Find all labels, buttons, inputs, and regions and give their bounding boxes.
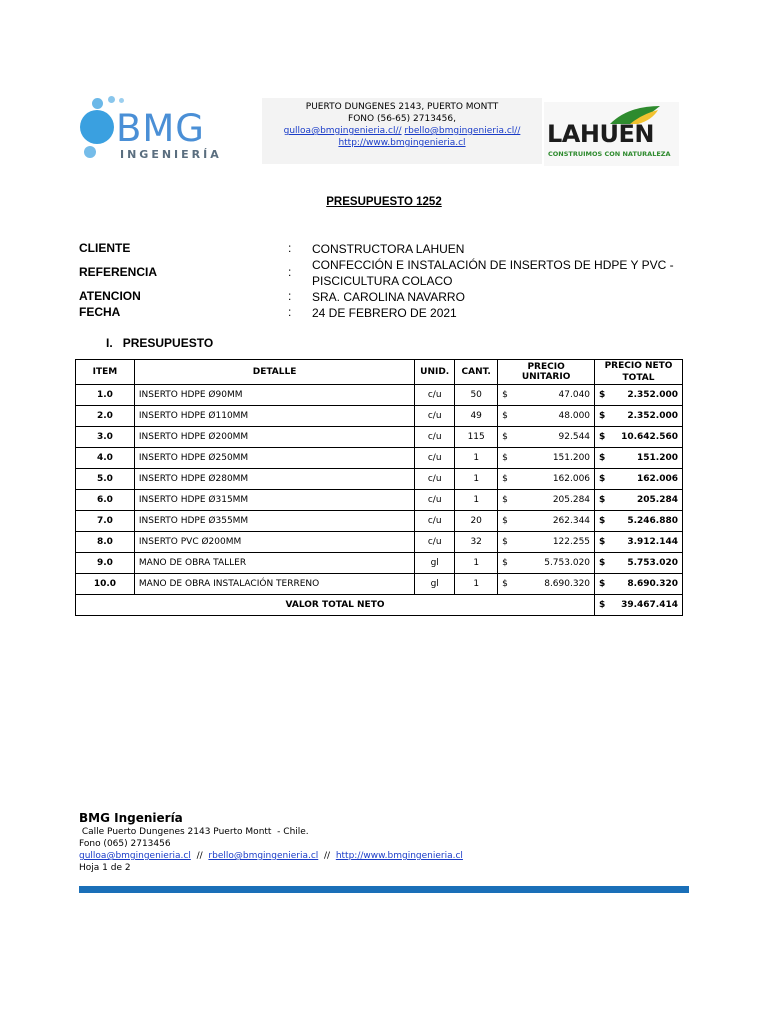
logo-dot-small (108, 96, 115, 103)
cell-detalle: INSERTO HDPE Ø280MM (134, 469, 414, 490)
header-precio-neto-line1: PRECIO NETO (604, 361, 673, 371)
cell-unid: c/u (415, 490, 455, 511)
cell-unid: c/u (415, 532, 455, 553)
header-precio-neto (595, 360, 683, 385)
logo-dot-bottom (84, 146, 96, 158)
label-referencia: REFERENCIA (79, 265, 158, 279)
cell-detalle: MANO DE OBRA INSTALACIÓN TERRENO (134, 574, 414, 595)
cell-precio-neto (595, 511, 683, 532)
table-body (76, 385, 683, 595)
label-atencion: ATENCION (79, 289, 141, 303)
total-currency: $ (599, 600, 606, 610)
cell-cant: 49 (455, 406, 498, 427)
cell-precio-neto (595, 427, 683, 448)
price-currency: $ (502, 411, 508, 421)
footer-page-number: Hoja 1 de 2 (79, 863, 131, 873)
price-value: 48.000 (558, 411, 591, 421)
neto-value: 2.352.000 (627, 411, 678, 421)
price-value: 122.255 (552, 537, 591, 547)
cell-precio-unitario (498, 511, 595, 532)
footer (79, 812, 463, 874)
price-currency: $ (502, 432, 508, 442)
cell-precio-neto (595, 469, 683, 490)
total-cell (595, 595, 683, 616)
table-row (76, 490, 683, 511)
bmg-logo-sub: INGENIERÍA (120, 148, 222, 161)
document-title: PRESUPUESTO 1252 (326, 196, 442, 208)
bmg-logo (80, 96, 230, 168)
header-unid: UNID. (415, 360, 455, 385)
price-value: 205.284 (552, 495, 591, 505)
cell-item: 8.0 (76, 532, 135, 553)
cell-precio-neto (595, 448, 683, 469)
cell-unid: c/u (415, 469, 455, 490)
budget-table (75, 359, 683, 616)
cell-item: 5.0 (76, 469, 135, 490)
neto-value: 5.246.880 (627, 516, 678, 526)
cell-detalle: INSERTO HDPE Ø200MM (134, 427, 414, 448)
price-currency: $ (502, 579, 508, 589)
neto-currency: $ (599, 474, 606, 484)
cell-detalle: MANO DE OBRA TALLER (134, 553, 414, 574)
price-value: 262.344 (552, 516, 591, 526)
table-row (76, 553, 683, 574)
cell-precio-unitario (498, 553, 595, 574)
cell-cant: 1 (455, 574, 498, 595)
cell-detalle: INSERTO HDPE Ø315MM (134, 490, 414, 511)
neto-value: 5.753.020 (627, 558, 678, 568)
footer-phone: Fono (065) 2713456 (79, 839, 171, 849)
cell-cant: 50 (455, 385, 498, 406)
value-atencion: SRA. CAROLINA NAVARRO (312, 290, 465, 304)
cell-item: 3.0 (76, 427, 135, 448)
neto-currency: $ (599, 432, 606, 442)
cell-unid: gl (415, 553, 455, 574)
neto-value: 8.690.320 (627, 579, 678, 589)
price-currency: $ (502, 558, 508, 568)
table-row (76, 511, 683, 532)
footer-bar (79, 886, 689, 893)
cell-detalle: INSERTO HDPE Ø355MM (134, 511, 414, 532)
bmg-logo-name: BMG (116, 107, 205, 150)
value-fecha: 24 DE FEBRERO DE 2021 (312, 306, 457, 320)
cell-cant: 115 (455, 427, 498, 448)
table-row (76, 469, 683, 490)
logo-dot-medium (92, 98, 103, 109)
header-address: PUERTO DUNGENES 2143, PUERTO MONTT (305, 102, 499, 112)
price-value: 151.200 (552, 453, 591, 463)
value-referencia: CONFECCIÓN E INSTALACIÓN DE INSERTOS DE HDPE Y PVC - PISCICULTURA COLACO (312, 258, 674, 288)
header-detalle: DETALLE (134, 360, 414, 385)
header-email-gulloa[interactable]: gulloa@bmgingenieria.cl// (283, 126, 402, 136)
footer-address: Calle Puerto Dungenes 2143 Puerto Montt - Chile. (79, 827, 309, 837)
price-currency: $ (502, 453, 508, 463)
table-row (76, 406, 683, 427)
header-precio-unitario: PRECIO UNITARIO (498, 360, 595, 385)
cell-precio-neto (595, 385, 683, 406)
cell-cant: 1 (455, 490, 498, 511)
cell-precio-neto (595, 406, 683, 427)
cell-cant: 1 (455, 553, 498, 574)
cell-precio-unitario (498, 427, 595, 448)
section-title: PRESUPUESTO (122, 336, 214, 350)
neto-value: 10.642.560 (621, 432, 678, 442)
logo-dot-tiny (119, 98, 124, 103)
cell-precio-neto (595, 574, 683, 595)
cell-detalle: INSERTO HDPE Ø250MM (134, 448, 414, 469)
table-header-row (76, 360, 683, 385)
neto-currency: $ (599, 558, 606, 568)
cell-detalle: INSERTO HDPE Ø90MM (134, 385, 414, 406)
cell-unid: c/u (415, 427, 455, 448)
cell-item: 7.0 (76, 511, 135, 532)
colon-fecha: : (288, 305, 292, 319)
neto-value: 151.200 (637, 453, 678, 463)
cell-item: 4.0 (76, 448, 135, 469)
neto-currency: $ (599, 453, 606, 463)
value-cliente: CONSTRUCTORA LAHUEN (312, 242, 465, 256)
header-contact (262, 98, 542, 164)
header-cant: CANT. (455, 360, 498, 385)
section-number: I. (106, 336, 113, 350)
cell-item: 10.0 (76, 574, 135, 595)
neto-currency: $ (599, 411, 606, 421)
neto-value: 3.912.144 (627, 537, 678, 547)
lahuen-tagline: CONSTRUIMOS CON NATURALEZA (548, 150, 671, 158)
cell-item: 2.0 (76, 406, 135, 427)
cell-precio-neto (595, 532, 683, 553)
price-value: 5.753.020 (544, 558, 591, 568)
cell-cant: 1 (455, 448, 498, 469)
logo-dot-large (80, 110, 114, 144)
footer-company: BMG Ingeniería (79, 811, 183, 825)
cell-precio-unitario (498, 532, 595, 553)
cell-item: 9.0 (76, 553, 135, 574)
header-item: ITEM (76, 360, 135, 385)
cell-item: 1.0 (76, 385, 135, 406)
lahuen-logo (544, 102, 679, 166)
cell-unid: c/u (415, 511, 455, 532)
neto-value: 162.006 (637, 474, 678, 484)
total-value: 39.467.414 (621, 600, 678, 610)
price-value: 162.006 (552, 474, 591, 484)
table-row (76, 448, 683, 469)
footer-links (79, 850, 463, 862)
cell-precio-unitario (498, 574, 595, 595)
footer-email-rbello[interactable]: rbello@bmgingenieria.cl (208, 851, 319, 861)
table-row (76, 532, 683, 553)
footer-separator-1: // (196, 851, 203, 861)
price-currency: $ (502, 537, 508, 547)
colon-referencia: : (288, 265, 292, 279)
price-currency: $ (502, 516, 508, 526)
price-value: 47.040 (558, 390, 591, 400)
lahuen-logo-name: LAHUEN (547, 120, 654, 148)
cell-item: 6.0 (76, 490, 135, 511)
cell-detalle: INSERTO PVC Ø200MM (134, 532, 414, 553)
cell-precio-unitario (498, 448, 595, 469)
neto-currency: $ (599, 390, 606, 400)
section-heading (106, 336, 213, 350)
label-fecha: FECHA (79, 305, 121, 319)
header-precio-neto-line2: TOTAL (622, 373, 655, 383)
footer-separator-2: // (324, 851, 331, 861)
price-currency: $ (502, 390, 508, 400)
table-row (76, 574, 683, 595)
cell-precio-neto (595, 553, 683, 574)
cell-precio-unitario (498, 406, 595, 427)
price-currency: $ (502, 474, 508, 484)
cell-cant: 20 (455, 511, 498, 532)
price-value: 8.690.320 (544, 579, 591, 589)
neto-value: 205.284 (637, 495, 678, 505)
header-phone: FONO (56-65) 2713456, (348, 114, 456, 124)
colon-cliente: : (288, 241, 292, 255)
table-row (76, 427, 683, 448)
cell-unid: gl (415, 574, 455, 595)
price-currency: $ (502, 495, 508, 505)
cell-precio-neto (595, 490, 683, 511)
neto-currency: $ (599, 495, 606, 505)
price-value: 92.544 (558, 432, 591, 442)
neto-currency: $ (599, 516, 606, 526)
cell-detalle: INSERTO HDPE Ø110MM (134, 406, 414, 427)
cell-unid: c/u (415, 406, 455, 427)
cell-precio-unitario (498, 385, 595, 406)
cell-cant: 32 (455, 532, 498, 553)
cell-precio-unitario (498, 490, 595, 511)
table-row (76, 385, 683, 406)
colon-atencion: : (288, 289, 292, 303)
table-total-row (76, 595, 683, 616)
header-email-rbello[interactable]: rbello@bmgingenieria.cl// (404, 126, 521, 136)
neto-currency: $ (599, 537, 606, 547)
cell-precio-unitario (498, 469, 595, 490)
neto-currency: $ (599, 579, 606, 589)
footer-website-link[interactable]: http://www.bmgingenieria.cl (335, 851, 463, 861)
total-label: VALOR TOTAL NETO (76, 595, 595, 616)
cell-unid: c/u (415, 448, 455, 469)
label-cliente: CLIENTE (79, 241, 131, 255)
neto-value: 2.352.000 (627, 390, 678, 400)
cell-unid: c/u (415, 385, 455, 406)
header-website-link[interactable]: http://www.bmgingenieria.cl (338, 138, 466, 148)
cell-cant: 1 (455, 469, 498, 490)
footer-email-gulloa[interactable]: gulloa@bmgingenieria.cl (79, 851, 191, 861)
